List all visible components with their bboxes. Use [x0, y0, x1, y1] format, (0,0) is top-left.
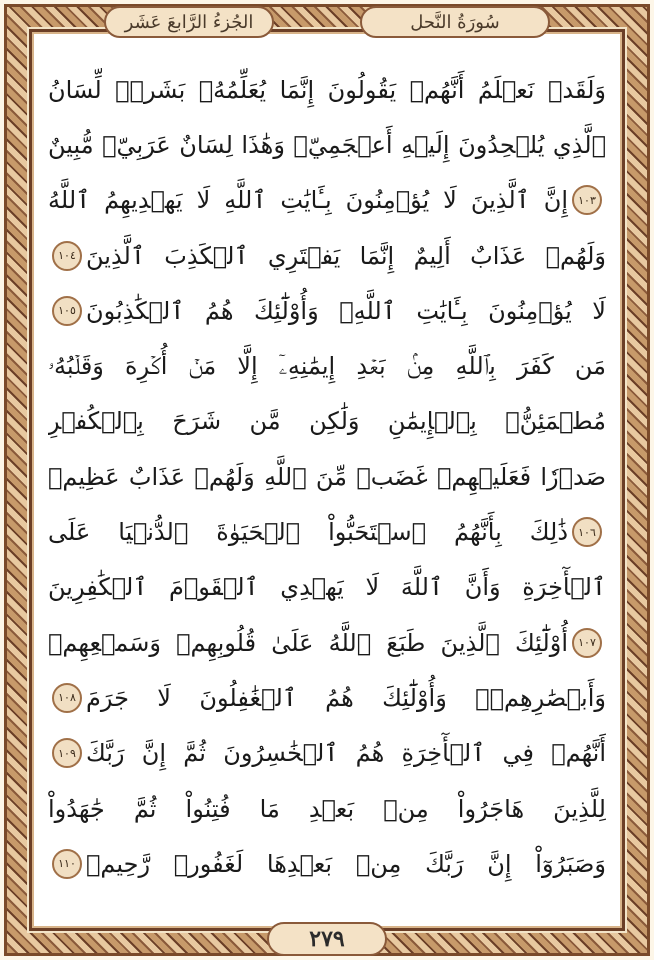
ayah-number-marker: ١٠٥	[52, 296, 82, 326]
verse-text: لَا يُؤۡمِنُونَ بِـَٔايَٰتِ ٱللَّهِۖ وَأُوْلَٰٓئِكَ هُمُ ٱلۡكَٰذِبُونَ	[86, 296, 606, 325]
verse-text: وَلَهُمۡ عَذَابٌ أَلِيمٌ إِنَّمَا يَفۡتَرِي ٱلۡكَذِبَ ٱلَّذِينَ	[86, 241, 606, 270]
verse-text: صَدۡرٗا فَعَلَيۡهِمۡ غَضَبٞ مِّنَ ٱللَّهِ وَلَهُمۡ عَذَابٌ عَظِيمٞ	[48, 462, 606, 491]
juz-label: الجُزءُ الرَّابعَ عَشَر	[104, 6, 274, 38]
ayah-number-marker: ١٠٨	[52, 683, 82, 713]
text-line	[48, 560, 606, 615]
verse-text: ٱلۡأٓخِرَةِ وَأَنَّ ٱللَّهَ لَا يَهۡدِي ٱلۡقَوۡمَ ٱلۡكَٰفِرِينَ	[48, 573, 606, 602]
verse-text: وَأَبۡصَٰرِهِمۡۖ وَأُوْلَٰٓئِكَ هُمُ ٱلۡغَٰفِلُونَ لَا جَرَمَ	[86, 683, 606, 712]
text-line	[48, 117, 606, 172]
verse-text: أَنَّهُمۡ فِي ٱلۡأٓخِرَةِ هُمُ ٱلۡخَٰسِرُونَ ثُمَّ إِنَّ رَبَّكَ	[86, 739, 606, 768]
text-line	[48, 394, 606, 449]
ayah-number-marker: ١٠٧	[572, 628, 602, 658]
surah-label: سُورَةُ النَّحل	[360, 6, 550, 38]
verse-text: مَن كَفَرَ بِٱللَّهِ مِنۢ بَعۡدِ إِيمَٰنِهِۦٓ إِلَّا مَنۡ أُكۡرِهَ وَقَلۡبُهُۥ	[48, 352, 606, 381]
verse-text: إِنَّ ٱلَّذِينَ لَا يُؤۡمِنُونَ بِـَٔايَٰتِ ٱللَّهِ لَا يَهۡدِيهِمُ ٱللَّهُ	[48, 186, 568, 215]
text-line	[48, 726, 606, 781]
verse-text: ٱلَّذِي يُلۡحِدُونَ إِلَيۡهِ أَعۡجَمِيّٞ وَهَٰذَا لِسَانٌ عَرَبِيّٞ مُّبِينٌ	[48, 130, 606, 159]
ayah-number-marker: ١٠٤	[52, 241, 82, 271]
ayah-number-marker: ١٠٦	[572, 517, 602, 547]
verse-text: أُوْلَٰٓئِكَ ٱلَّذِينَ طَبَعَ ٱللَّهُ عَلَىٰ قُلُوبِهِمۡ وَسَمۡعِهِمۡ	[48, 628, 568, 657]
verse-text: وَصَبَرُوٓاْ إِنَّ رَبَّكَ مِنۢ بَعۡدِهَا لَغَفُورٞ رَّحِيمٞ	[86, 849, 606, 878]
verse-text: ذَٰلِكَ بِأَنَّهُمُ ٱسۡتَحَبُّواْ ٱلۡحَيَوٰةَ ٱلدُّنۡيَا عَلَى	[48, 518, 568, 547]
text-line	[48, 670, 606, 725]
verse-text: وَلَقَدۡ نَعۡلَمُ أَنَّهُمۡ يَقُولُونَ إِنَّمَا يُعَلِّمُهُۥ بَشَرٞۗ لِّسَانُ	[48, 75, 606, 104]
text-line	[48, 338, 606, 393]
text-line	[48, 62, 606, 117]
text-line	[48, 173, 606, 228]
text-line	[48, 836, 606, 891]
quran-text-block	[48, 62, 606, 902]
ayah-number-marker: ١٠٩	[52, 738, 82, 768]
text-line	[48, 283, 606, 338]
ayah-number-marker: ١١٠	[52, 849, 82, 879]
text-line	[48, 781, 606, 836]
verse-text: لِلَّذِينَ هَاجَرُواْ مِنۢ بَعۡدِ مَا فُتِنُواْ ثُمَّ جَٰهَدُواْ	[48, 794, 606, 823]
text-line	[48, 449, 606, 504]
text-line	[48, 228, 606, 283]
text-line	[48, 504, 606, 559]
ayah-number-marker: ١٠٣	[572, 185, 602, 215]
text-line	[48, 615, 606, 670]
verse-text: مُطۡمَئِنُّۢ بِٱلۡإِيمَٰنِ وَلَٰكِن مَّن شَرَحَ بِٱلۡكُفۡرِ	[48, 407, 606, 436]
page-number: ٢٧٩	[267, 922, 387, 956]
